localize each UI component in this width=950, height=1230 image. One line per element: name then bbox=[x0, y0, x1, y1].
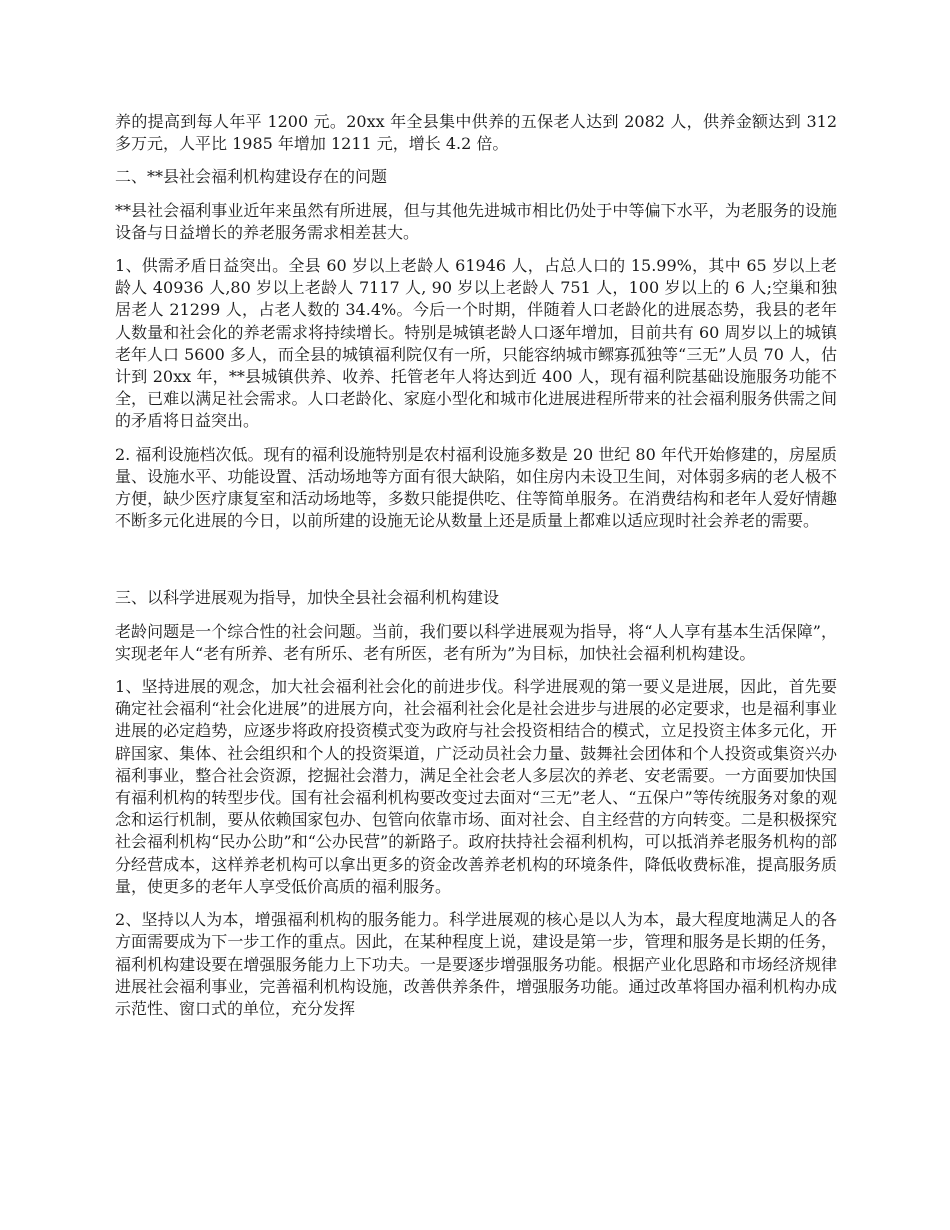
paragraph: **县社会福利事业近年来虽然有所进展，但与其他先进城市相比仍处于中等偏下水平，为老服务的设施设备与日益增长的养老服务需求相差甚大。 bbox=[115, 200, 837, 242]
paragraph: 老龄问题是一个综合性的社会问题。当前，我们要以科学进展观为指导，将“人人享有基本生活保障”，实现老年人“老有所养、老有所乐、老有所医，老有所为”为目标，加快社会福利机构建设。 bbox=[115, 621, 837, 663]
section-spacer bbox=[115, 543, 837, 587]
section-heading: 三、以科学进展观为指导，加快全县社会福利机构建设 bbox=[115, 588, 500, 608]
section-heading: 二、**县社会福利机构建设存在的问题 bbox=[115, 167, 388, 187]
paragraph: 1、坚持进展的观念，加大社会福利社会化的前进步伐。科学进展观的第一要义是进展，因此，首先要确定社会福利“社会化进展”的进展方向，社会福利社会化是社会进步与进展的必定要求，也是福利事业进展的必定趋势，应逐步将政府投资模式变为政府与社会投资相结合的模式，立足投资主体多元化，开辟国家、集体、社会组织和个人的投资渠道，广泛动员社会力量、鼓舞社会团体和个人投资或集资兴办福利事业，整合社会资源，挖掘社会潜力，满足全社会老人多层次的养老、安老需要。一方面要加快国有福利机构的转型步伐。国有社会福利机构要改变过去面对“三无”老人、“五保户”等传统服务对象的观念和运行机制，要从依赖国家包办、包管向依靠市场、面对社会、自主经营的方向转变。二是积极探究社会福利机构“民办公助”和“公办民营”的新路子。政府扶持社会福利机构，可以抵消养老服务机构的部分经营成本，这样养老机构可以拿出更多的资金改善养老机构的环境条件，降低收费标准，提高服务质量，使更多的老年人享受低价高质的福利服务。 bbox=[115, 677, 837, 896]
paragraph: 养的提高到每人年平 1200 元。20xx 年全县集中供养的五保老人达到 2082 人，供养金额达到 312 多万元，人平比 1985 年增加 1211 元，增长 4.2 倍。 bbox=[115, 112, 837, 154]
paragraph: 2、坚持以人为本，增强福利机构的服务能力。科学进展观的核心是以人为本，最大程度地满足人的各方面需要成为下一步工作的重点。因此，在某种程度上说，建设是第一步，管理和服务是长期的任务，福利机构建设要在增强服务能力上下功夫。一是要逐步增强服务功能。根据产业化思路和市场经济规律进展社会福利事业，完善福利机构设施，改善供养条件，增强服务功能。通过改革将国办福利机构办成示范性、窗口式的单位，充分发挥 bbox=[115, 910, 837, 1018]
document-body bbox=[115, 111, 837, 1031]
paragraph: 2. 福利设施档次低。现有的福利设施特别是农村福利设施多数是 20 世纪 80 年代开始修建的，房屋质量、设施水平、功能设置、活动场地等方面有很大缺陷，如住房内未设卫生间，对体弱多病的老人极不方便，缺少医疗康复室和活动场地等，多数只能提供吃、住等简单服务。在消费结构和老年人爱好情趣不断多元化进展的今日，以前所建的设施无论从数量上还是质量上都难以适应现时社会养老的需要。 bbox=[115, 444, 837, 531]
paragraph: 1、供需矛盾日益突出。全县 60 岁以上老龄人 61946 人，占总人口的 15.99%，其中 65 岁以上老龄人 40936 人,80 岁以上老龄人 7117 人, 90 岁以上老龄人 751 人，100 岁以上的 6 人;空巢和独居老人 21299 人，占老人数的 34.4%。今后一个时期，伴随着人口老龄化的进展态势，我县的老年人数量和社会化的养老需求将持续增长。特别是城镇老龄人口逐年增加，目前共有 60 周岁以上的城镇老年人口 5600 多人，而全县的城镇福利院仅有一所，只能容纳城市鳏寡孤独等“三无”人员 70 人，估计到 20xx 年，**县城镇供养、收养、托管老年人将达到近 400 人，现有福利院基础设施服务功能不全，已难以满足社会需求。人口老龄化、家庭小型化和城市化进展进程所带来的社会福利服务供需之间的矛盾将日益突出。 bbox=[115, 256, 837, 431]
